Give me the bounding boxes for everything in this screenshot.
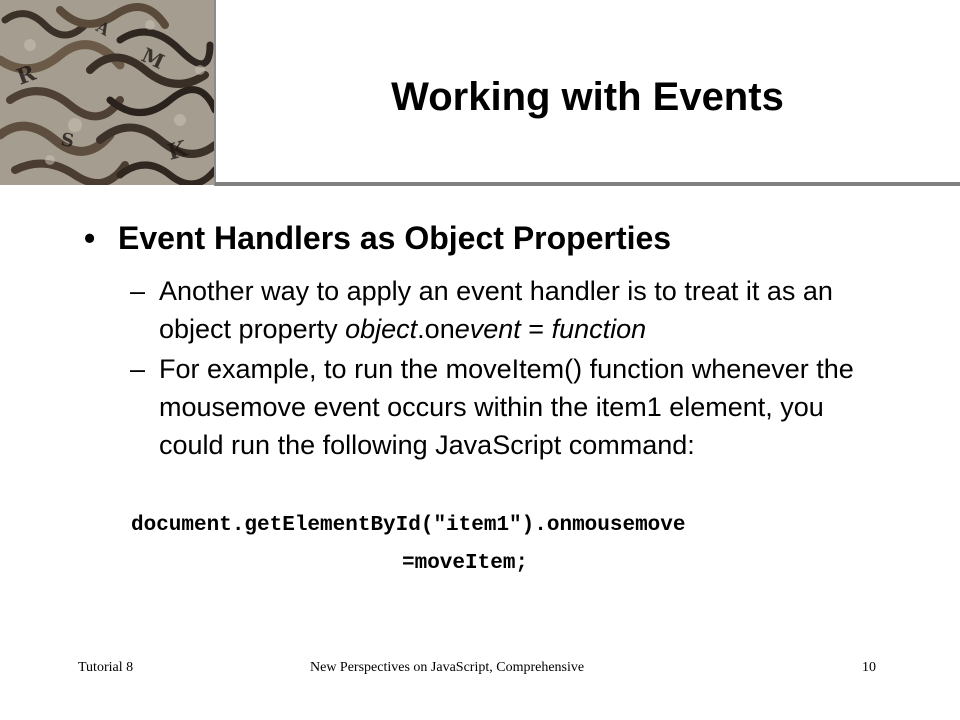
slide-title: Working with Events — [391, 75, 784, 119]
bullet-item — [84, 220, 671, 257]
svg-text:A: A — [93, 17, 114, 40]
svg-text:K: K — [164, 135, 191, 166]
sub-item-example — [130, 350, 890, 464]
code-line-1: document.getElementById("item1").onmousemove — [131, 514, 686, 537]
header-rule — [215, 182, 960, 186]
bullet-icon: • — [84, 220, 96, 256]
svg-text:M: M — [137, 42, 169, 74]
footer-tutorial: Tutorial 8 — [78, 660, 134, 675]
sub-item-plain-text: Another way to apply an event handler is to treat it as an object property — [159, 276, 833, 344]
italic-object: object — [345, 314, 418, 344]
svg-text:R: R — [13, 59, 40, 91]
italic-function: function — [551, 314, 647, 344]
sub-item-text: For example, to run the moveItem() function whenever the mousemove event occurs within the item1 element, you could run the following JavaScript command: — [159, 354, 854, 460]
bullet-heading: Event Handlers as Object Properties — [118, 220, 672, 256]
footer-book-title: New Perspectives on JavaScript, Comprehensive — [310, 660, 585, 675]
sub-item-object-property — [130, 272, 890, 348]
on-text: .on — [417, 314, 455, 344]
code-line-2: =moveItem; — [402, 552, 529, 575]
dash-icon: – — [130, 276, 146, 306]
italic-event: event — [454, 314, 521, 344]
footer-page-number: 10 — [862, 660, 876, 675]
dash-icon: – — [130, 354, 146, 384]
svg-text:S: S — [59, 129, 76, 153]
equals-text: = — [520, 314, 552, 344]
sub-item-text — [159, 272, 890, 348]
letters-collage-image — [0, 0, 215, 185]
